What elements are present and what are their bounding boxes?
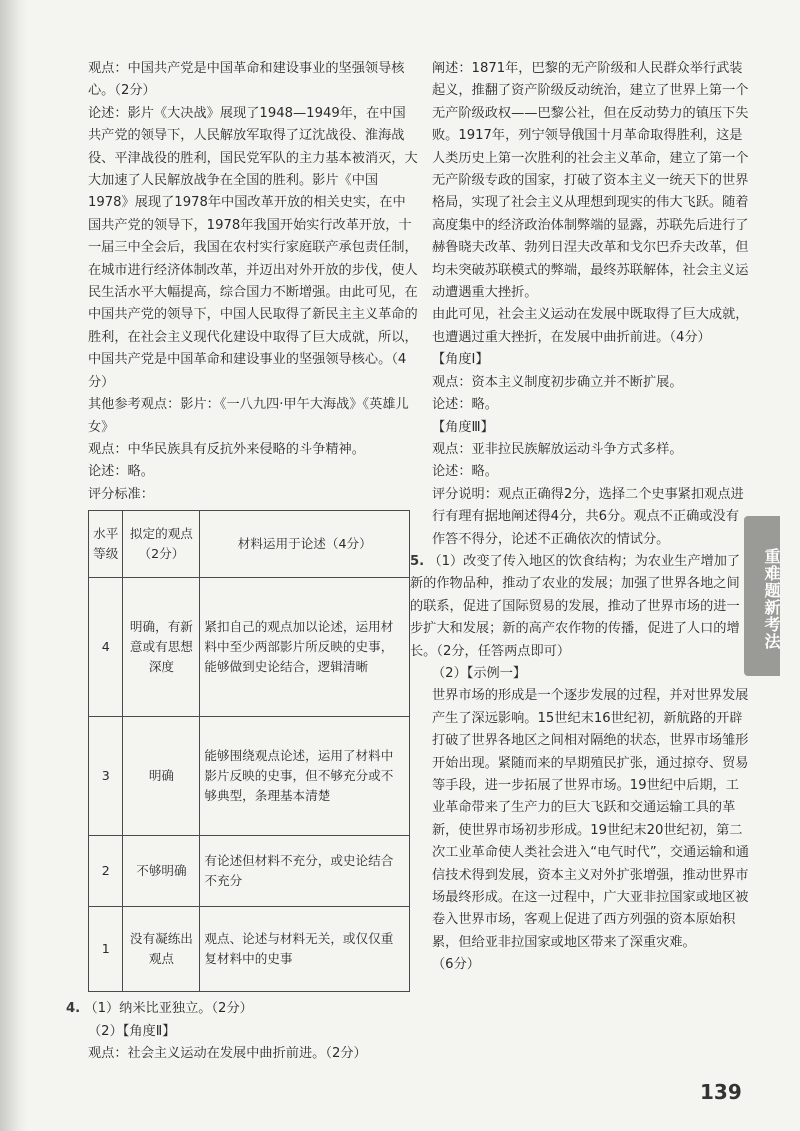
left-argument-2: 论述：略。: [88, 464, 154, 480]
left-viewpoint-1: 观点：中国共产党是中国革命和建设事业的坚强领导核心。（2分）: [88, 61, 405, 99]
question-5-answer-1: （1）改变了传入地区的饮食结构；为农业生产增加了新的作物品种，推动了农业的发展；加强了世界各地之间的联系，促进了国际贸易的发展，推动了世界市场的进一步扩大和发展；新的高产农作物的传播，促进了人口的增长。（2分，任答两点即可）: [410, 553, 741, 659]
scoring-rubric-table: [88, 510, 410, 992]
rubric-desc: 紧扣自己的观点加以论述，运用材料中至少两部影片所反映的史事，能够做到史论结合，逻辑清晰: [200, 578, 410, 717]
angle-3-viewpoint: 观点：亚非拉民族解放运动斗争方式多样。: [432, 441, 683, 457]
rubric-level: 2: [89, 836, 123, 907]
table-row: [89, 836, 410, 907]
angle-1-label: 【角度Ⅰ】: [432, 352, 489, 368]
rubric-point: 明确，有新意或有思想深度: [123, 578, 200, 717]
question-4-part-1: [66, 998, 418, 1020]
rubric-header-desc: 材料运用于论述（4分）: [200, 511, 410, 578]
rubric-header-row: [89, 511, 410, 578]
right-conclusion: 由此可见，社会主义运动在发展中既取得了巨大成就，也遭遇过重大挫折，在发展中曲折前进。（4分）: [432, 307, 749, 345]
rubric-desc: 观点、论述与材料无关，或仅仅重复材料中的史事: [200, 907, 410, 992]
question-4-number: 4.: [66, 1001, 81, 1017]
left-column: [66, 58, 418, 1065]
rubric-header-point: 拟定的观点（2分）: [123, 511, 200, 578]
table-row: [89, 907, 410, 992]
left-other-viewpoint: 其他参考观点：影片：《一八九四·甲午大海战》《英雄儿女》: [88, 397, 409, 435]
rubric-header-level: 水平等级: [89, 511, 123, 578]
question-5-example: 世界市场的形成是一个逐步发展的过程，并对世界发展产生了深远影响。15世纪末16世纪初，新航路的开辟打破了世界各地区之间相对隔绝的状态，世界市场雏形开始出现。紧随而来的早期殖民扩张，通过掠夺、贸易等手段，进一步拓展了世界市场。19世纪中后期，工业革命带来了生产力的巨大飞跃和交通运输工具的革新，使世界市场初步形成。19世纪末20世纪初，第二次工业革命使人类社会进入“电气时代”，交通运输和通信技术得到发展，资本主义对外扩张增强，推动世界市场最终形成。在这一过程中，广大亚非拉国家或地区被卷入世界市场，客观上促进了西方列强的资本原始积累，但给亚非拉国家或地区带来了深重灾难。: [432, 688, 749, 950]
rubric-level: 4: [89, 578, 123, 717]
scoring-note: 评分说明：观点正确得2分，选择二个史事紧扣观点进行有理有据地阐述得4分，共6分。观点不正确或没有作答不得分，论述不正确依次的情试分。: [432, 486, 744, 547]
rubric-point: 明确: [123, 717, 200, 836]
right-elaboration: 阐述：1871年，巴黎的无产阶级和人民群众举行武装起义，推翻了资产阶级反动统治，建立了世界上第一个无产阶级政权——巴黎公社，但在反动势力的镇压下失败。1917年，列宁领导俄国十月革命取得胜利，这是人类历史上第一次胜利的社会主义革命，建立了第一个无产阶级专政的国家，打破了资本主义一统天下的世界格局，实现了社会主义从理想到现实的伟大飞跃。随着高度集中的经济政治体制弊端的显露，苏联先后进行了赫鲁晓夫改革、勃列日涅夫改革和戈尔巴乔夫改革，但均未突破苏联模式的弊端，最终苏联解体，社会主义运动遭遇重大挫折。: [432, 61, 749, 301]
rubric-level: 3: [89, 717, 123, 836]
rubric-desc: 能够围绕观点论述，运用了材料中影片反映的史事，但不够充分或不够典型，条理基本清楚: [200, 717, 410, 836]
section-side-tab: 重难题新考法: [744, 516, 780, 676]
question-5-score: （6分）: [432, 957, 480, 973]
question-4-part-2: （2）【角度Ⅱ】: [88, 1023, 176, 1039]
rubric-point: 没有凝练出观点: [123, 907, 200, 992]
left-argument-1: 论述：影片《大决战》展现了1948—1949年，在中国共产党的领导下，人民解放军取得了辽沈战役、淮海战役、平津战役的胜利，国民党军队的主力基本被消灭，大大加速了人民解放战争在全国的胜利。影片《中国1978》展现了1978年中国改革开放的相关史实，在中国共产党的领导下，1978年我国开始实行改革开放，十一届三中全会后，我国在农村实行家庭联产承包责任制，在城市进行经济体制改革，并迈出对外开放的步伐，使人民生活水平大幅提高，综合国力不断增强。由此可见，在中国共产党的领导下，中国人民取得了新民主主义革命的胜利，在社会主义现代化建设中取得了巨大成就，所以，中国共产党是中国革命和建设事业的坚强领导核心。（4分）: [88, 105, 418, 390]
angle-3-argument: 论述：略。: [432, 464, 498, 480]
page-number: 139: [700, 1080, 742, 1104]
rubric-desc: 有论述但材料不充分，或史论结合不充分: [200, 836, 410, 907]
angle-3-label: 【角度Ⅲ】: [432, 419, 494, 435]
angle-1-argument: 论述：略。: [432, 397, 498, 413]
scoring-standard-label: 评分标准：: [88, 486, 154, 502]
right-column: [410, 58, 752, 977]
rubric-level: 1: [89, 907, 123, 992]
question-4-viewpoint: 观点：社会主义运动在发展中曲折前进。（2分）: [88, 1045, 367, 1061]
question-4-answer-1: （1）纳米比亚独立。（2分）: [84, 1001, 253, 1017]
rubric-point: 不够明确: [123, 836, 200, 907]
question-5-part-1: [410, 551, 752, 663]
question-5-example-label: （2）【示例一】: [432, 665, 527, 681]
left-viewpoint-2: 观点：中华民族具有反抗外来侵略的斗争精神。: [88, 441, 365, 457]
page-gutter-shadow: [0, 0, 28, 1131]
table-row: [89, 717, 410, 836]
table-row: [89, 578, 410, 717]
angle-1-viewpoint: 观点：资本主义制度初步确立并不断扩展。: [432, 374, 683, 390]
question-5-number: 5.: [410, 553, 425, 569]
